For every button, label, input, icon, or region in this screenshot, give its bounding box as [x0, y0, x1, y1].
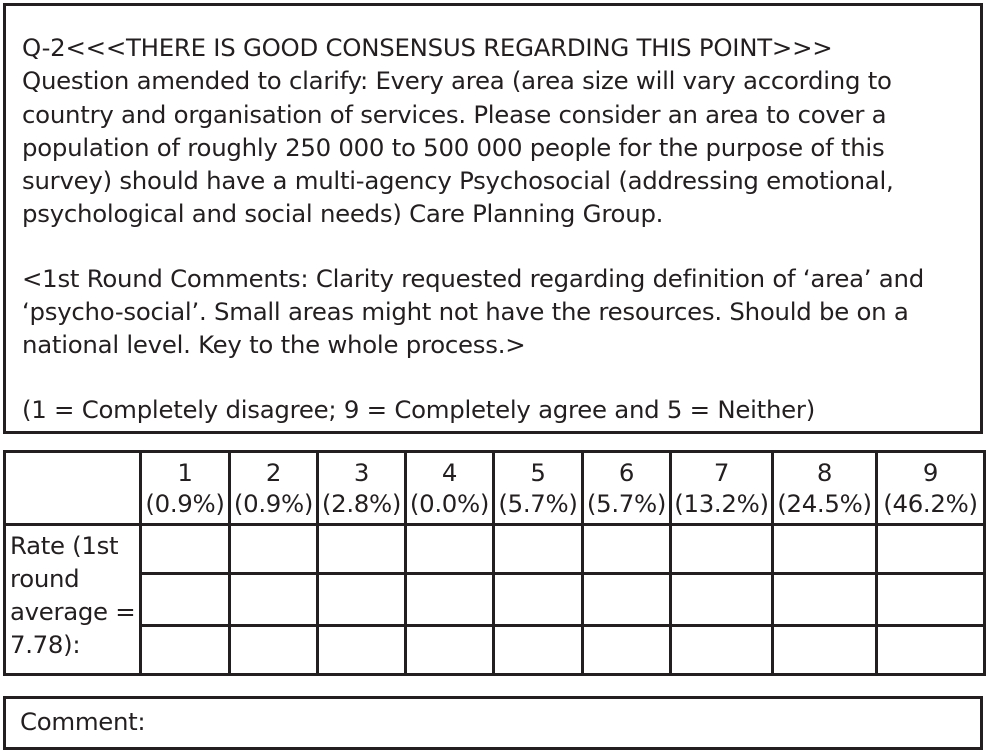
rating-cell-8[interactable]: [773, 525, 877, 574]
rating-cell-4[interactable]: [406, 574, 494, 626]
rating-header-row: [5, 452, 985, 525]
rating-value: 1: [177, 458, 193, 487]
rating-value: 6: [618, 458, 635, 487]
rating-percentage: (24.5%): [777, 489, 872, 518]
rating-option-2: [230, 452, 318, 525]
rating-cell-9[interactable]: [877, 525, 985, 574]
rating-cell-5[interactable]: [494, 525, 583, 574]
rating-option-5: [494, 452, 583, 525]
rating-cell-6[interactable]: [583, 626, 671, 675]
rating-value: 2: [265, 458, 282, 487]
rating-percentage: (46.2%): [883, 489, 978, 518]
rating-cell-8[interactable]: [773, 574, 877, 626]
rating-value: 7: [713, 458, 730, 487]
rating-row: [5, 525, 985, 574]
rating-cell-2[interactable]: [230, 574, 318, 626]
rating-option-4: [406, 452, 494, 525]
rating-option-8: [773, 452, 877, 525]
rating-cell-6[interactable]: [583, 525, 671, 574]
rating-percentage: (0.9%): [233, 489, 314, 518]
comment-label: Comment:: [20, 707, 146, 736]
rating-row: [5, 574, 985, 626]
rating-cell-3[interactable]: [318, 525, 406, 574]
rating-percentage: (5.7%): [586, 489, 667, 518]
rating-cell-3[interactable]: [318, 574, 406, 626]
rating-row: [5, 626, 985, 675]
round-comments-line: <1st Round Comments: Clarity requested regarding definition of ‘area’ and: [22, 263, 924, 293]
question-body-line: Question amended to clarify: Every area (area size will vary according to: [22, 66, 892, 96]
question-id-line: Q-2<<<THERE IS GOOD CONSENSUS REGARDING THIS POINT>>>: [22, 33, 833, 62]
scale-legend: (1 = Completely disagree; 9 = Completely agree and 5 = Neither): [22, 394, 815, 424]
question-box: [3, 3, 983, 434]
question-body-line: country and organisation of services. Please consider an area to cover a: [22, 99, 887, 129]
rating-percentage: (2.8%): [321, 489, 402, 518]
rating-cell-7[interactable]: [671, 525, 773, 574]
rating-percentage: (0.9%): [145, 489, 225, 518]
rating-cell-1[interactable]: [141, 574, 230, 626]
rating-value: 9: [922, 458, 939, 487]
rating-cell-3[interactable]: [318, 626, 406, 675]
rating-percentage: (5.7%): [498, 489, 578, 518]
rating-cell-4[interactable]: [406, 525, 494, 574]
rating-value: 4: [441, 458, 458, 487]
round-comments-line: ‘psycho-social’. Small areas might not have the resources. Should be on a: [22, 297, 909, 327]
question-body-line: survey) should have a multi-agency Psychosocial (addressing emotional,: [22, 166, 894, 196]
rating-cell-1[interactable]: [141, 525, 230, 574]
spacer: [22, 362, 966, 393]
rate-label: Rate (1st round average = 7.78):: [5, 525, 141, 675]
rating-cell-6[interactable]: [583, 574, 671, 626]
corner-cell: [5, 452, 141, 525]
rating-percentage: (0.0%): [409, 489, 490, 518]
round-comments-line: national level. Key to the whole process.>: [22, 330, 526, 360]
rating-cell-8[interactable]: [773, 626, 877, 675]
rating-cell-7[interactable]: [671, 626, 773, 675]
question-body-line: population of roughly 250 000 to 500 000 people for the purpose of this: [22, 132, 885, 162]
rating-cell-9[interactable]: [877, 626, 985, 675]
spacer: [22, 231, 966, 262]
rating-percentage: (13.2%): [674, 489, 769, 518]
rating-cell-9[interactable]: [877, 574, 985, 626]
rating-option-6: [583, 452, 671, 525]
rating-value: 5: [530, 458, 546, 487]
rating-value: 3: [353, 458, 370, 487]
rating-table: [3, 450, 986, 676]
comment-box[interactable]: [3, 696, 983, 750]
rating-option-7: [671, 452, 773, 525]
question-body-line: psychological and social needs) Care Planning Group.: [22, 199, 664, 229]
rating-cell-4[interactable]: [406, 626, 494, 675]
rating-option-1: [141, 452, 230, 525]
rating-cell-7[interactable]: [671, 574, 773, 626]
rating-option-3: [318, 452, 406, 525]
rating-cell-2[interactable]: [230, 525, 318, 574]
rating-cell-5[interactable]: [494, 574, 583, 626]
rating-option-9: [877, 452, 985, 525]
rating-cell-1[interactable]: [141, 626, 230, 675]
rating-cell-5[interactable]: [494, 626, 583, 675]
rating-value: 8: [816, 458, 833, 487]
rating-cell-2[interactable]: [230, 626, 318, 675]
